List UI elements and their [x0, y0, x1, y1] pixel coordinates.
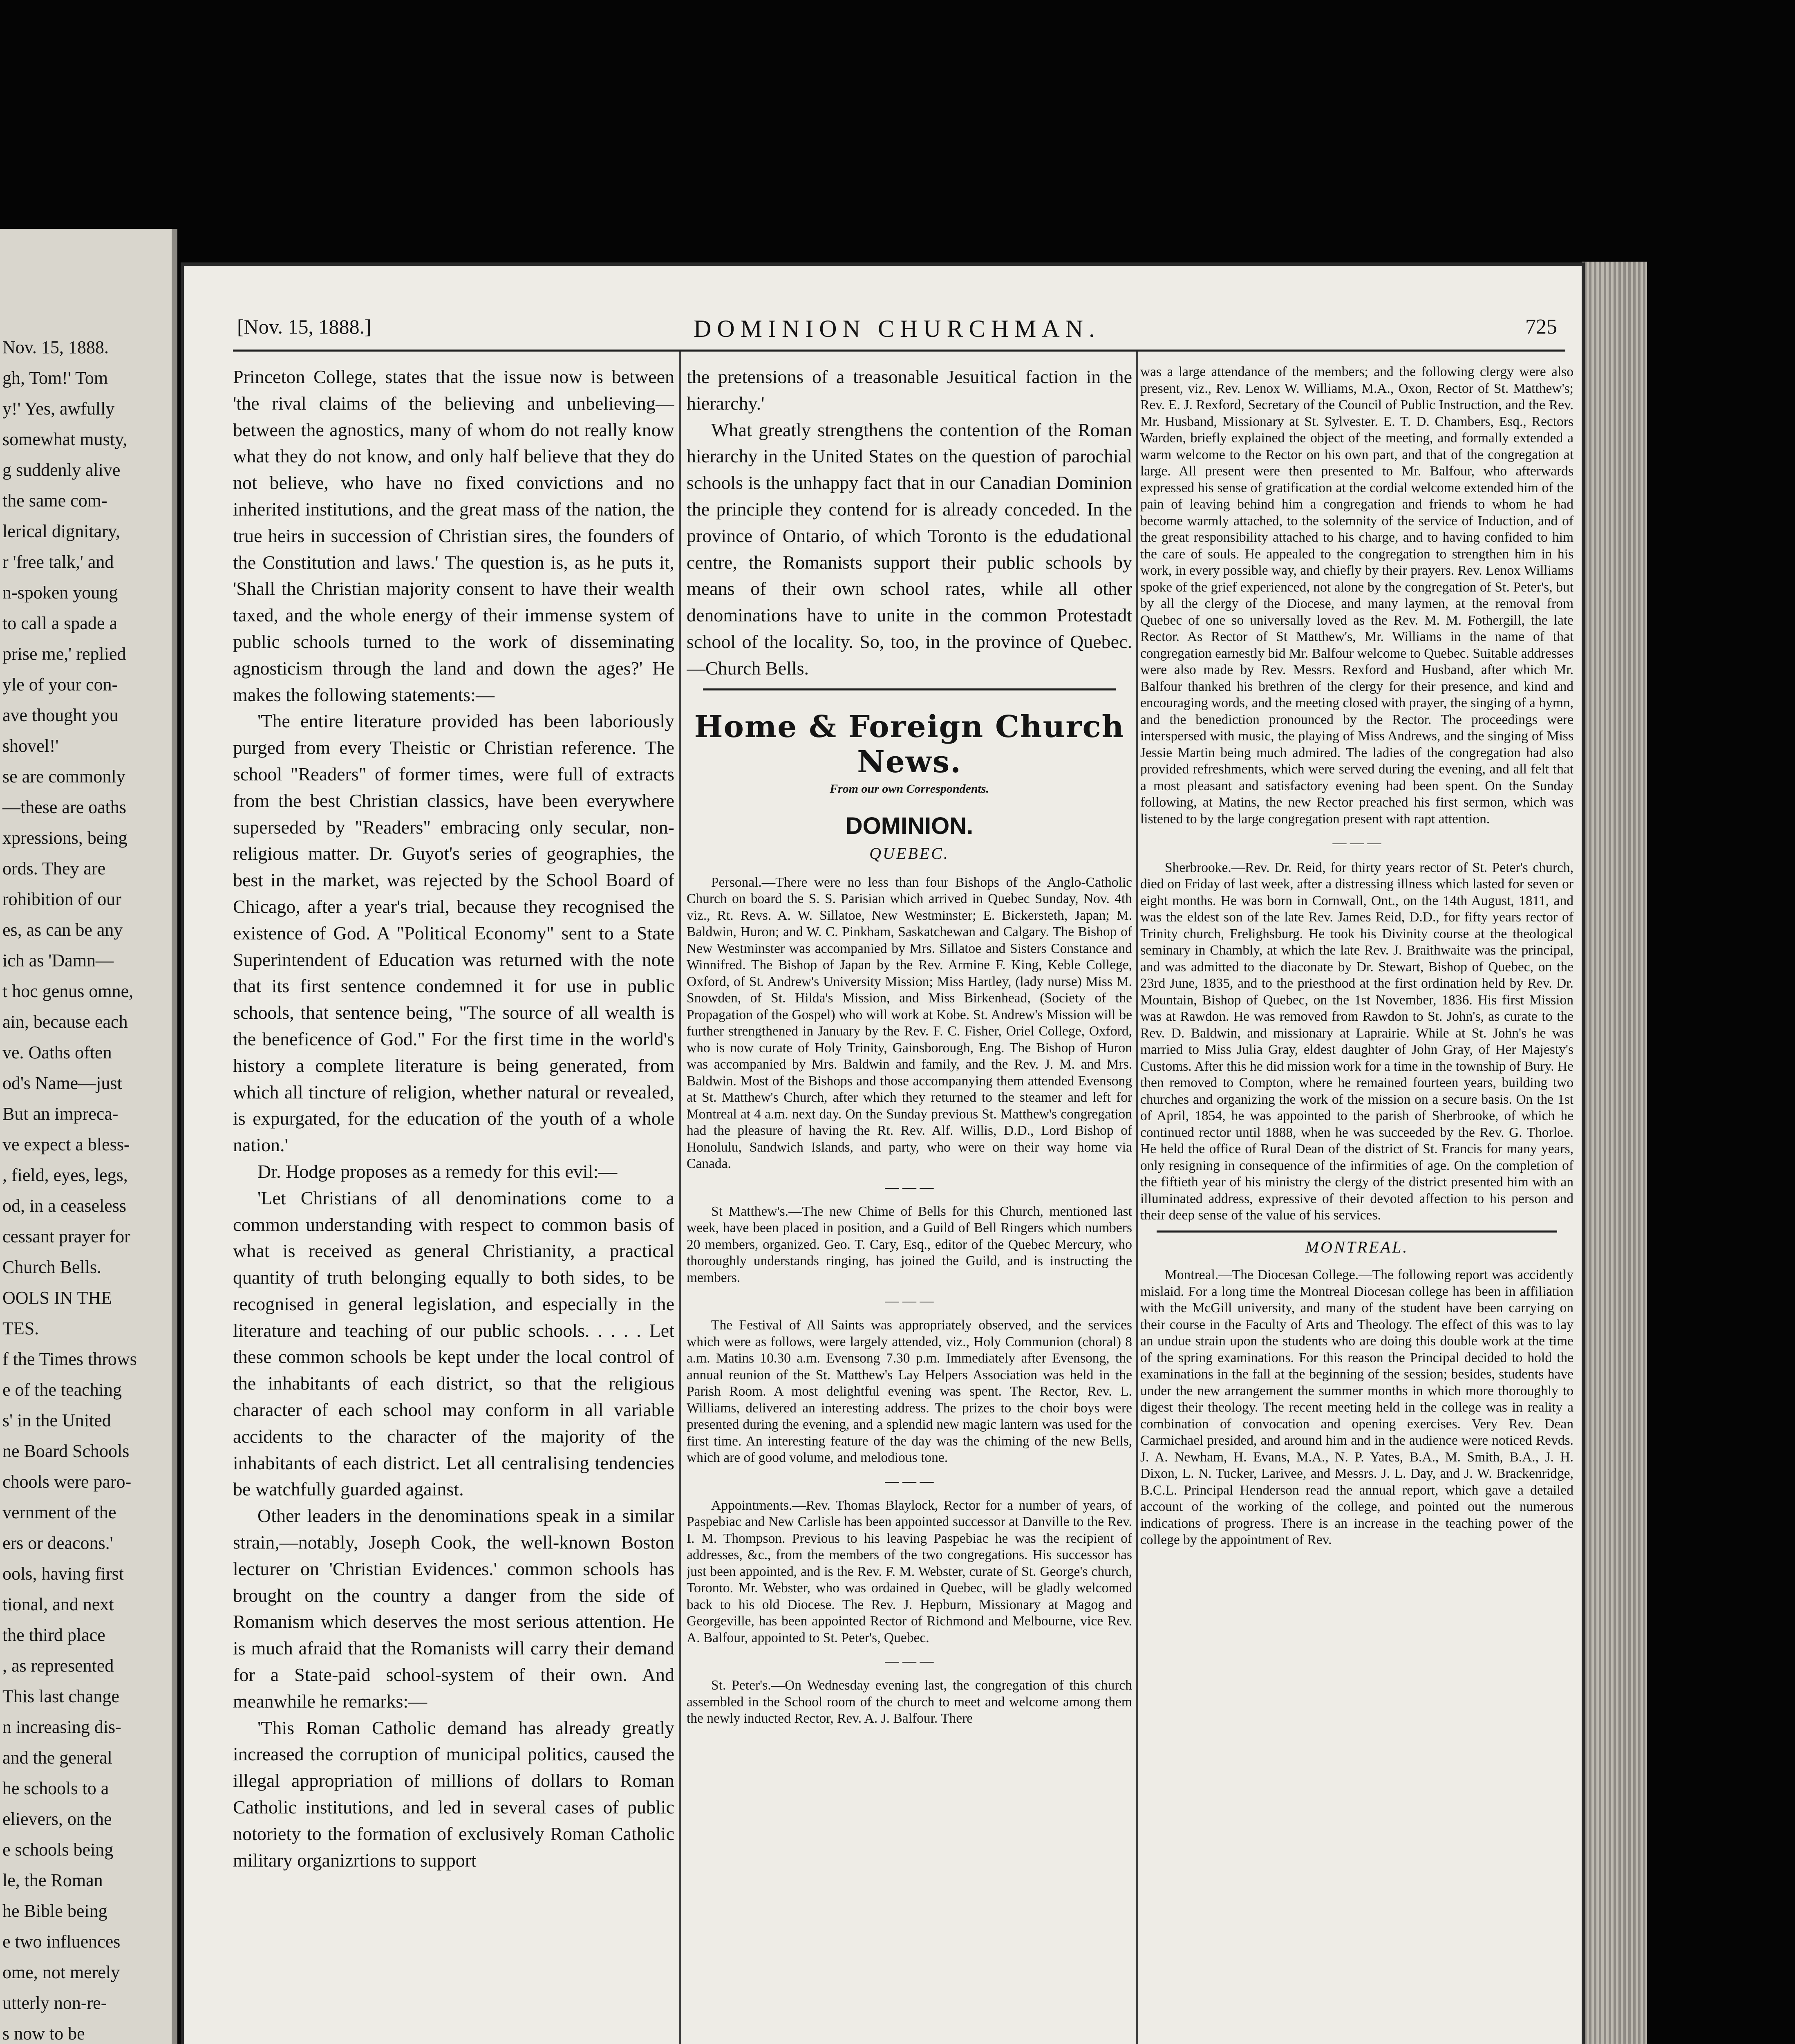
left-page-line: he Bible being [2, 1901, 107, 1921]
news-item: St. Peter's.—On Wednesday evening last, the congregation of this church assembled in the School room of the church to meet and welcome among them the newly inducted Rector, Rev. A. J. Balfour. There [687, 1678, 1132, 1726]
news-item: Montreal.—The Diocesan College.—The following report was accidently mislaid. For a long time the Montreal Diocesan college has been in affiliation with the McGill university, and many of the student have been carrying on their course in the Faculty of Arts and Theology. The effect of this was to lay an undue strain upon the students who are doing this double work at the time of the spring examinations. For this reason the Principal decided to hold the examinations in the fall at the beginning of the session; besides, students have under the new arrangement the summer months in which more thoroughly to digest their theology. The recent meeting held in the college was in reality a combination of convocation and opening exercises. Very Rev. Dean Carmichael presided, and around him and in the audience were noticed Revds. J. A. Newham, H. Evans, M.A., N. P. Yates, B.A., M. Smith, B.A., J. H. Dixon, L. N. Tucker, Larivee, and Messrs. J. L. Day, and J. W. Brackenridge, B.C.L. Principal Henderson read the annual report, which gave a detailed account of the working of the college, and pointed out the numerous indications of progress. There is an increase in the teaching power of the college by the appointment of Rev. [1140, 1267, 1573, 1547]
column-2 [687, 364, 1132, 2044]
news-item: was a large attendance of the members; and the following clergy were also present, viz., Rev. Lenox W. Williams, M.A., Oxon, Rector of St. Matthew's; Rev. E. J. Rexford, Secretary of the Council of Public Instruction, and the Rev. Mr. Husband, Missionary at St. Sylvester. E. T. D. Chambers, Esq., Rectors Warden, briefly explained the object of the meeting, and formally extended a warm welcome to the Rector on his own part, and that of the congregation at large. All present were then presented to Mr. Balfour, who afterwards expressed his sense of gratification at the cordial welcome extended him of the pain of leaving behind him a congregation and friends to whom he had become warmly attached, to the solemnity of the service of Induction, and of the great responsibility attached to his charge, and to having confided to him the care of souls. He appealed to the congregation to strengthen him in his work, in every possible way, and chiefly by their prayers. Rev. Lenox Williams spoke of the grief experienced, not alone by the congregation of St. Peter's, but by all the clergy of the Diocese, and many laymen, at the removal from Quebec of one so universally loved as the Rev. M. M. Fothergill, the late Rector. As Rector of St Matthew's, Mr. Williams in the name of that congregation earnestly bid Mr. Balfour welcome to Quebec. Suitable addresses were also made by Rev. Messrs. Rexford and Husband, after which Mr. Balfour thanked his brethren of the clergy for their presence, and kind and encouraging words, and the meeting closed with prayer, the singing of a hymn, and the benediction pronounced by the Rector. The proceedings were interspersed with music, the playing of Miss Andrews, and the singing of Miss Jessie Martin being much admired. The ladies of the congregation had also provided refreshments, which were served during the evening, and all felt that a most pleasant and satisfactory evening had been spent. On the Sunday following, at Matins, the new Rector preached his first sermon, which was listened to by the large congregation present with rapt attention. [1140, 364, 1573, 827]
left-page-line: rohibition of our [2, 889, 121, 909]
left-page-line: ave thought you [2, 705, 119, 725]
left-page-line: ve. Oaths often [2, 1042, 112, 1062]
news-item: Sherbrooke.—Rev. Dr. Reid, for thirty years rector of St. Peter's church, died on Friday of last week, after a distressing illness which lasted for seven or eight months. He was born in Cornwall, Ont., on the 14th August, 1811, and was the eldest son of the late Rev. James Reid, D.D., for fifty years rector of Trinity church, Frelighsburg. He took his Divinity course at the theological seminary in Chambly, at which the late Rev. J. Braithwaite was the principal, and was admitted to the diaconate by Dr. Stewart, Bishop of Quebec, on the 23rd June, 1835, and to the priesthood at the first ordination held by Rev. Dr. Mountain, Bishop of Quebec, on the 1st November, 1836. His first Mission was at Rawdon. He was removed from Rawdon to St. John's, as curate to the Rev. D. Baldwin, and missionary at Laprairie. While at St. John's he was married to Miss Julia Gray, eldest daughter of John Gray, of Her Majesty's Customs. After this he did mission work for a time in the township of Bury. He then removed to Compton, where he remained fourteen years, building two churches and organizing the work of the mission on a secure basis. On the 1st of April, 1854, he was appointed to the parish of Sherbrooke, of which he continued rector until 1888, when he was succeeded by the Rev. G. Thorloe. He held the office of Rural Dean of the district of St. Francis for many years, only resigning in consequence of the infirmities of age. On the completion of the fiftieth year of his ministry the clergy of the district presented him with an illuminated address, expressive of their devoted affection to his person and their deep sense of the value of his services. [1140, 860, 1573, 1223]
left-page-line: le, the Roman [2, 1870, 103, 1890]
left-page-line: g suddenly alive [2, 460, 121, 480]
subsection-heading: MONTREAL. [1305, 1237, 1409, 1256]
section-heading: DOMINION. [845, 812, 974, 839]
left-page-line: se are commonly [2, 766, 125, 787]
left-page-line: e two influences [2, 1932, 121, 1952]
paragraph: Dr. Hodge proposes as a remedy for this evil:— [257, 1161, 618, 1182]
header-title: DOMINION CHURCHMAN. [693, 315, 1101, 342]
news-masthead: Home & Foreign Church News. [694, 709, 1125, 780]
left-page-line: xpressions, being [2, 828, 128, 848]
paragraph: 'The entire literature provided has been laboriously purged from every Theistic or Christian reference. The school "Readers" of former times, were full of extracts from the best Christian classics, have been everywhere superseded by "Readers" embracing only secular, non-religious matter. Dr. Guyot's series of geographies, the best in the market, was rejected by the School Board of Chicago, after a year's trial, because they recognised the existence of God. A "Political Economy" sent to a State Superintendent of Education was returned with the note that its first sentence condemned it for use in public schools, that sentence being, "The source of all wealth is the beneficence of God." For the first time in the world's history a complete literature is being generated, from which all tincture of religion, whether natural or revealed, is expurgated, for the education of the youth of a whole nation.' [233, 710, 674, 1156]
left-page-line: ne Board Schools [2, 1441, 130, 1461]
news-item: Appointments.—Rev. Thomas Blaylock, Rector for a number of years, of Paspebiac and New Carlisle has been appointed successor at Danville to the Rev. I. M. Thompson. Previous to his leaving Paspebiac he was the recipient of addresses, &c., from the members of the two congregations. His successor has just been appointed, and is the Rev. F. M. Webster, curate of St. George's church, Toronto. Mr. Webster, who was ordained in Quebec, will be gladly welcomed back to his old Diocese. The Rev. J. Hepburn, Missionary at Magog and Georgeville, has been appointed Rector of Richmond and Melbourne, vice Rev. A. Balfour, appointed to St. Peter's, Quebec. [687, 1497, 1132, 1645]
subsection-heading: QUEBEC. [869, 844, 949, 863]
newspaper-page [184, 266, 1582, 2044]
left-page-line: OOLS IN THE [2, 1288, 112, 1308]
column-3 [1140, 364, 1573, 2044]
left-page-line: and the general [2, 1748, 112, 1768]
left-page-line: to call a spade a [2, 613, 117, 633]
paragraph: 'Let Christians of all denominations come to a common understanding with respect to common basis of what is received as general Christianity, a practical quantity of truth belonging equally to both sides, to be recognised in general legislation, and especially in the literature and teaching of our public schools. . . . . Let these common schools be kept under the local control of the inhabitants of each district, so that the religious character of each school may conform in all variable accidents to the character of the majority of the inhabitants of each district. Let all centralising tendencies be watchfully guarded against. [233, 1187, 674, 1500]
item-separator: — — — [885, 1179, 934, 1195]
left-page-line: e schools being [2, 1840, 114, 1860]
left-page-line: vernment of the [2, 1502, 116, 1522]
left-page-line: od, in a ceaseless [2, 1196, 126, 1216]
left-page-line: somewhat musty, [2, 429, 128, 449]
left-page-line: lerical dignitary, [2, 521, 120, 541]
left-page-line: cessant prayer for [2, 1226, 130, 1246]
header-rule [233, 350, 1565, 352]
page-edge [1582, 262, 1647, 2044]
column-1 [233, 364, 674, 2044]
left-page-line: Church Bells. [2, 1257, 101, 1277]
section-rule [703, 688, 1116, 690]
left-page-line: ome, not merely [2, 1962, 120, 1982]
left-page-line: ords. They are [2, 858, 106, 879]
paragraph: 'This Roman Catholic demand has already greatly increased the corruption of municipal politics, caused the illegal appropriation of millions of dollars to Roman Catholic institutions, and led in several cases of public notoriety to the formation of exclusively Roman Catholic military organizrtions to support [233, 1717, 674, 1871]
item-separator: — — — [885, 1654, 934, 1669]
left-page-line: ools, having first [2, 1564, 124, 1584]
left-page-line: , as represented [2, 1656, 114, 1676]
news-item: St Matthew's.—The new Chime of Bells for this Church, mentioned last week, have been placed in position, and a Guild of Bell Ringers which numbers 20 members, organized. Geo. T. Cary, Esq., editor of the Quebec Mercury, who thoroughly understands ringing, has joined the Guild, and is instructing the members. [687, 1204, 1132, 1285]
paragraph: the pretensions of a treasonable Jesuitical faction in the hierarchy.' [687, 366, 1132, 414]
page-number: 725 [1525, 315, 1557, 338]
column-divider [1136, 352, 1138, 2044]
left-page-line: f the Times throws [2, 1349, 137, 1369]
left-page-line: n-spoken young [2, 583, 118, 603]
left-page-line: This last change [2, 1686, 119, 1706]
left-page-line: gh, Tom!' Tom [2, 368, 108, 388]
left-page-line: —these are oaths [2, 797, 126, 817]
left-page-line: e of the teaching [2, 1380, 122, 1400]
left-page-line: the same com- [2, 491, 107, 511]
left-page-line: , field, eyes, legs, [2, 1165, 128, 1185]
column-divider [679, 352, 681, 2044]
left-page-line: ve expect a bless- [2, 1134, 130, 1154]
left-page-line: ain, because each [2, 1012, 128, 1032]
paragraph: Other leaders in the denominations speak in a similar strain,—notably, Joseph Cook, the well-known Boston lecturer on 'Christian Evidences.' common schools has brought on the country a danger from the side of Romanism which deserves the most serious attention. He is much afraid that the Romanists will carry their demand for a State-paid school-system of their own. And meanwhile he remarks:— [233, 1505, 674, 1712]
left-page-fragment [0, 229, 177, 2044]
left-page-line: ers or deacons.' [2, 1533, 113, 1553]
masthead-subtitle: From our own Correspondents. [829, 782, 989, 796]
left-page-line: od's Name—just [2, 1073, 122, 1093]
left-page-line: chools were paro- [2, 1472, 132, 1492]
left-page-line: yle of your con- [2, 675, 118, 695]
item-separator: — — — [1332, 835, 1381, 850]
news-item: The Festival of All Saints was appropriately observed, and the services which were as follows, were largely attended, viz., Holy Communion (choral) 8 a.m. Matins 10.30 a.m. Evensong 7.30 p.m. Immediately after Evensong, the annual reunion of the St. Matthew's Lay Helpers Association was held in the Parish Room. A most delightful evening was spent. The Rector, Rev. L. Williams, delivered an interesting address. The prizes to the choir boys were presented during the evening, and a splendid new magic lantern was used for the first time. An interesting feature of the day was the chiming of the new Bells, which are of good volume, and melodious tone. [687, 1318, 1132, 1466]
left-page-line: tional, and next [2, 1594, 114, 1614]
left-page-line: ich as 'Damn— [2, 950, 114, 970]
section-rule [1157, 1230, 1557, 1233]
left-page-line: he schools to a [2, 1778, 109, 1798]
page-header [237, 315, 1557, 347]
left-page-line: s' in the United [2, 1410, 111, 1430]
left-page-line: shovel!' [2, 736, 59, 756]
left-page-line: elievers, on the [2, 1809, 112, 1829]
item-separator: — — — [885, 1473, 934, 1489]
left-page-line: utterly non-re- [2, 1993, 107, 2013]
left-page-line: TES. [2, 1318, 39, 1338]
left-page-line: y!' Yes, awfully [2, 399, 115, 419]
left-page-line: t hoc genus omne, [2, 981, 134, 1001]
left-page-line: n increasing dis- [2, 1717, 121, 1737]
left-page-line: Nov. 15, 1888. [2, 337, 109, 357]
left-page-line: es, as can be any [2, 920, 123, 940]
item-separator: — — — [885, 1293, 934, 1309]
left-page-line: the third place [2, 1625, 105, 1645]
news-item: Personal.—There were no less than four Bishops of the Anglo-Catholic Church on board the S. S. Parisian which arrived in Quebec Sunday, Nov. 4th viz., Rt. Revs. A. W. Sillatoe, New Westminster; E. Bickersteth, Japan; M. Baldwin, Huron; and W. C. Pinkham, Saskatchewan and Calgary. The Bishop of New Westminster was accompanied by Mrs. Sillatoe and Sisters Constance and Winnifred. The Bishop of Japan by the Rev. Armine F. King, Keble College, Oxford, of St. Andrew's University Mission; Miss Hartley, (lady nurse) Miss M. Snowden, of St. Hilda's Mission, and Miss Birkenhead, (Society of the Propagation of the Gospel) who will work at Kobe. St. Andrew's Mission will be further strengthened in January by the Rev. F. C. Fisher, Oriel College, Oxford, who is now curate of Holy Trinity, Gainsborough, Eng. The Bishop of Huron was accompanied by Mrs. Baldwin and family, and the Rev. J. M. and Mrs. Baldwin. Most of the Bishops and those accompanying them attended Evensong at St. Matthew's Church, after which they returned to the steamer and left for Montreal at 4 a.m. next day. On the Sunday previous St. Matthew's congregation had the pleasure of having the Rt. Rev. Alf. Willis, D.D., Lord Bishop of Honolulu, Sandwich Islands, and party, who were on their way home via Canada. [687, 874, 1132, 1172]
header-date: [Nov. 15, 1888.] [237, 315, 372, 338]
paragraph: Princeton College, states that the issue now is between 'the rival claims of the believing and unbelieving—between the agnostics, many of whom do not really know what they do not know, and only half believe that they do not believe, who have no fixed convictions and no inherited institutions, and the great mass of the nation, the true heirs in succession of Christian sires, the founders of the Constitution and laws.' The question is, as he puts it, 'Shall the Christian majority consent to have their wealth taxed, and the whole energy of their immense system of public schools turned to the work of disseminating agnosticism through the land and down the ages?' He makes the following statements:— [233, 366, 674, 705]
left-page-line: prise me,' replied [2, 644, 126, 664]
left-page-line: But an impreca- [2, 1104, 119, 1124]
paragraph: What greatly strengthens the contention of the Roman hierarchy in the United States on the question of parochial schools is the unhappy fact that in our Canadian Dominion the principle they contend for is already conceded. In the province of Ontario, of which Toronto is the edudational centre, the Romanists support their public schools by means of their own school rates, while all other denominations have to unite in the common Protestadt school of the locality. So, too, in the province of Quebec.—Church Bells. [687, 419, 1132, 679]
left-page-line: s now to be [2, 2024, 85, 2044]
left-page-line: r 'free talk,' and [2, 552, 114, 572]
